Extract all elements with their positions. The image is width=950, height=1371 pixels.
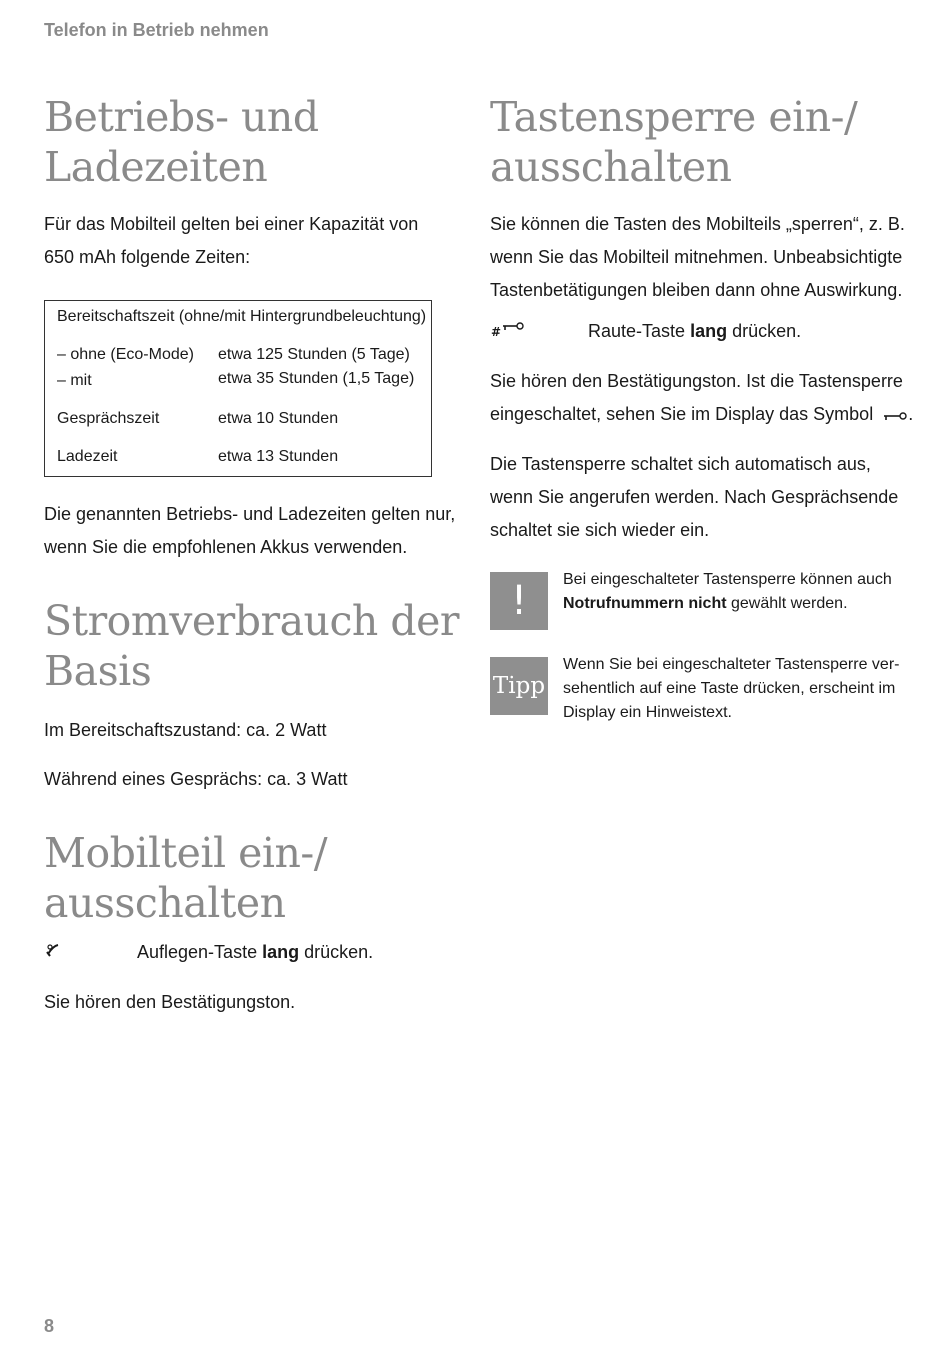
keylock-intro — [490, 208, 905, 307]
text-line: Sie können die Tasten des Mobilteils „sperren“, z. B. — [490, 214, 905, 234]
table-row-label: – ohne (Eco-Mode) — [57, 346, 194, 363]
text-line — [490, 398, 913, 431]
text-emphasis: Notrufnummern nicht — [563, 595, 727, 612]
keylock-auto-off — [490, 448, 898, 547]
title-line: Stromverbrauch der — [44, 597, 459, 645]
operating-times-table — [44, 300, 432, 477]
page-number: 8 — [44, 1316, 55, 1336]
text-line: Sie hören den Bestätigungston. Ist die Tastensperre — [490, 371, 903, 391]
text-line: Für das Mobilteil gelten bei einer Kapazität von — [44, 214, 419, 234]
table-row-label: Gesprächszeit — [57, 410, 160, 427]
text-segment: . — [908, 404, 914, 424]
text-line: wenn Sie angerufen werden. Nach Gesprächsende — [490, 487, 899, 507]
table-header: Bereitschaftszeit (ohne/mit Hintergrundbeleuchtung) — [57, 308, 427, 325]
section-title-stromverbrauch — [44, 596, 459, 696]
text-line: Die genannten Betriebs- und Ladezeiten gelten nur, — [44, 504, 456, 524]
warning-text — [563, 568, 892, 616]
text-line: 650 mAh folgende Zeiten: — [44, 247, 251, 267]
text-segment: gewählt werden. — [726, 595, 848, 612]
table-row-value: etwa 35 Stunden (1,5 Tage) — [218, 370, 415, 387]
text-line: wenn Sie das Mobilteil mitnehmen. Unbeabsichtigte — [490, 247, 903, 267]
title-line: Basis — [44, 647, 152, 695]
step-text: Auflegen-Taste — [137, 942, 263, 962]
running-head: Telefon in Betrieb nehmen — [44, 20, 269, 40]
title-line: Betriebs- und — [44, 93, 319, 141]
text-line: Bei eingeschalteter Tastensperre können auch — [563, 571, 892, 588]
power-off-result: Sie hören den Bestätigungston. — [44, 992, 296, 1012]
text-line: Tastenbetätigungen bleiben dann ohne Auswirkung. — [490, 280, 903, 300]
title-line: ausschalten — [490, 143, 732, 191]
power-off-step — [137, 936, 373, 969]
tip-icon: Tipp — [490, 657, 548, 715]
table-row-value: etwa 10 Stunden — [218, 410, 339, 427]
title-line: Tastensperre ein-/ — [490, 93, 858, 141]
text-line — [563, 592, 892, 616]
intro-paragraph — [44, 208, 418, 274]
end-call-key-icon — [44, 942, 62, 960]
standby-consumption: Im Bereitschaftszustand: ca. 2 Watt — [44, 720, 327, 740]
tip-text — [563, 653, 899, 725]
warning-icon: ! — [490, 572, 548, 630]
step-text: drücken. — [299, 942, 374, 962]
text-line: sehentlich auf eine Taste drücken, erscheint im — [563, 680, 896, 697]
keylock-step — [588, 315, 801, 348]
svg-text:#: # — [491, 325, 502, 339]
step-text: Raute-Taste — [588, 321, 691, 341]
table-row-label: – mit — [57, 372, 92, 389]
key-symbol-icon — [882, 408, 908, 422]
table-row-label: Ladezeit — [57, 448, 118, 465]
section-title-tastensperre — [490, 92, 857, 192]
table-row-value: etwa 125 Stunden (5 Tage) — [218, 346, 410, 363]
title-line: Ladezeiten — [44, 143, 268, 191]
text-line: Display ein Hinweistext. — [563, 704, 732, 721]
title-line: Mobilteil ein-/ — [44, 829, 328, 877]
keylock-confirmation — [490, 365, 913, 431]
note-paragraph — [44, 498, 455, 564]
text-line: wenn Sie die empfohlenen Akkus verwenden. — [44, 537, 408, 557]
text-line: Wenn Sie bei eingeschalteter Tastensperre ver- — [563, 656, 900, 673]
hash-key-lock-icon — [490, 320, 526, 340]
section-title-mobilteil — [44, 828, 327, 928]
step-emphasis: lang — [262, 942, 300, 962]
text-line: schaltet sie sich wieder ein. — [490, 520, 710, 540]
table-row-value: etwa 13 Stunden — [218, 448, 339, 465]
text-segment: eingeschaltet, sehen Sie im Display das Symbol — [490, 404, 874, 424]
step-text: drücken. — [727, 321, 802, 341]
step-emphasis: lang — [690, 321, 728, 341]
title-line: ausschalten — [44, 879, 286, 927]
section-title-betriebszeiten — [44, 92, 319, 192]
text-line: Die Tastensperre schaltet sich automatisch aus, — [490, 454, 871, 474]
call-consumption: Während eines Gesprächs: ca. 3 Watt — [44, 769, 348, 789]
